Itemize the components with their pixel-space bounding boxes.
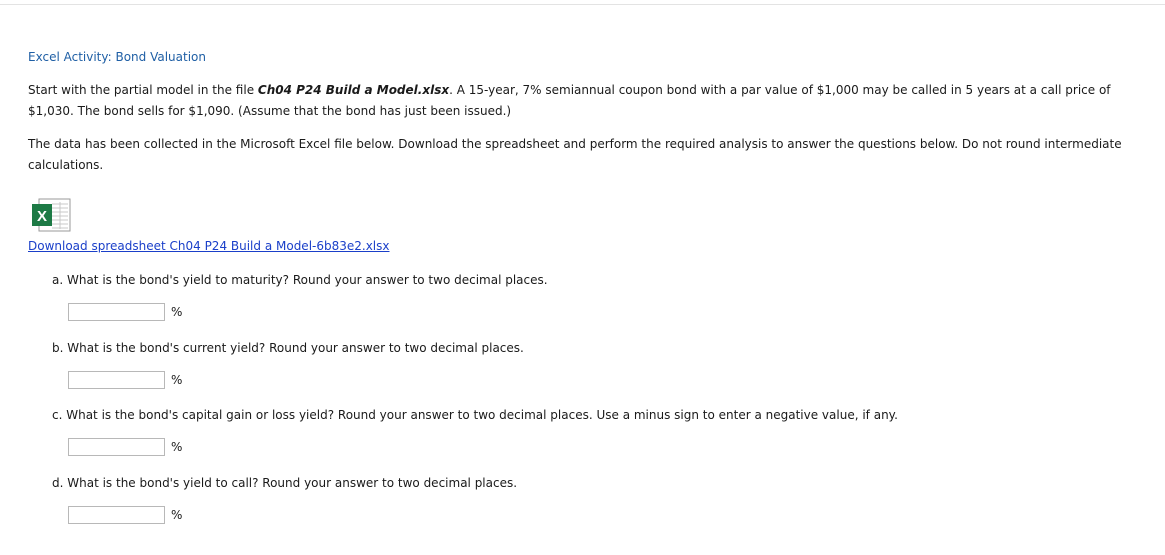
- percent-unit-c: %: [171, 440, 183, 454]
- answer-input-a[interactable]: [68, 303, 165, 321]
- answer-input-d[interactable]: [68, 506, 165, 524]
- intro-line2: $1,030. The bond sells for $1,090. (Assume that the bond has just been issued.): [28, 104, 512, 118]
- answer-input-b[interactable]: [68, 371, 165, 389]
- percent-unit-d: %: [171, 508, 183, 522]
- download-spreadsheet-link[interactable]: Download spreadsheet Ch04 P24 Build a Model-6b83e2.xlsx: [28, 239, 390, 253]
- svg-text:X: X: [36, 208, 48, 225]
- excel-file-icon[interactable]: [30, 198, 72, 232]
- problem-statement: [28, 80, 1143, 122]
- question-d: d. What is the bond's yield to call? Round your answer to two decimal places.: [52, 476, 518, 490]
- top-divider: [0, 4, 1165, 5]
- intro-line1-rest: . A 15-year, 7% semiannual coupon bond with a par value of $1,000 may be called in 5 years at a call price of: [449, 83, 1111, 97]
- answer-row-d: [68, 505, 182, 525]
- percent-unit-a: %: [171, 305, 183, 319]
- instructions-line2: calculations.: [28, 158, 104, 172]
- question-c: c. What is the bond's capital gain or loss yield? Round your answer to two decimal places. Use a minus sign to enter a negative value, if any.: [52, 408, 898, 422]
- answer-input-c[interactable]: [68, 438, 165, 456]
- answer-row-b: [68, 370, 182, 390]
- question-a: a. What is the bond's yield to maturity? Round your answer to two decimal places.: [52, 273, 548, 287]
- percent-unit-b: %: [171, 373, 183, 387]
- instructions: [28, 134, 1143, 176]
- activity-heading: Excel Activity: Bond Valuation: [28, 50, 206, 64]
- answer-row-a: [68, 302, 182, 322]
- question-b: b. What is the bond's current yield? Round your answer to two decimal places.: [52, 341, 524, 355]
- file-name: Ch04 P24 Build a Model.xlsx: [257, 83, 450, 97]
- intro-prefix: Start with the partial model in the file: [28, 83, 258, 97]
- answer-row-c: [68, 437, 182, 457]
- instructions-line1: The data has been collected in the Microsoft Excel file below. Download the spreadsheet and perform the required analysis to answer the questions below. Do not round intermediate: [28, 137, 1122, 151]
